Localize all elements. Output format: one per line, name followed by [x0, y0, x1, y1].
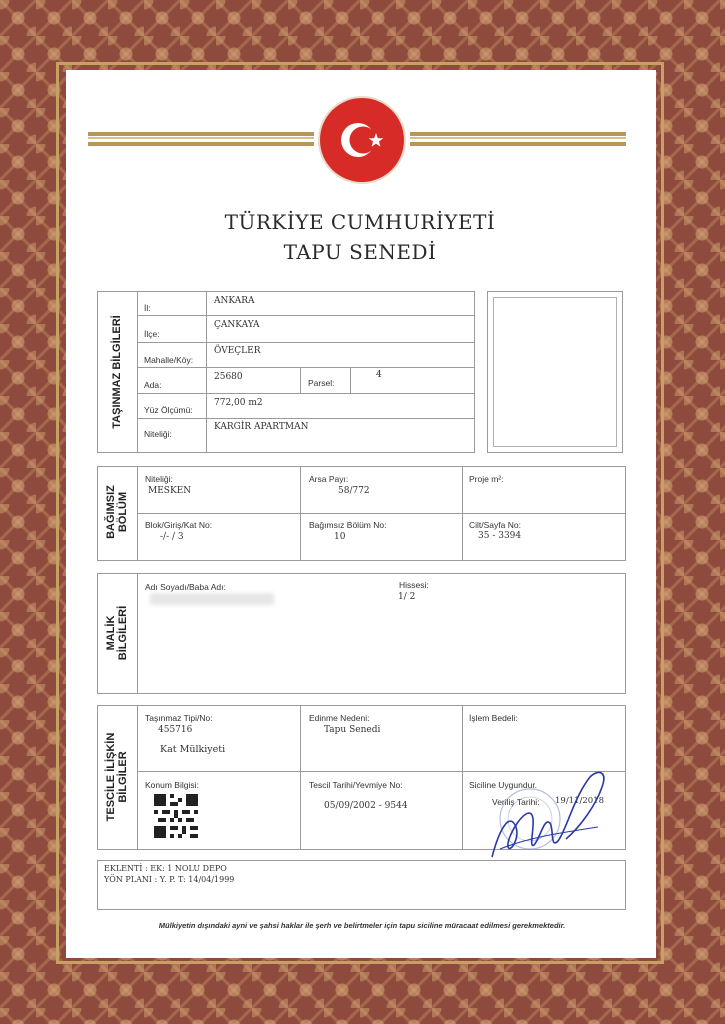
bagimsiz-section-label: BAĞIMSIZ BÖLÜM	[105, 485, 129, 539]
cilt-label: Cilt/Sayfa No:	[469, 520, 521, 530]
tasinmaz-section-label: TAŞINMAZ BİLGİLERİ	[111, 315, 123, 429]
document-title-line2: TAPU SENEDİ	[283, 240, 437, 264]
photo-placeholder	[493, 297, 617, 447]
il-label: İl:	[144, 303, 151, 313]
ada-label: Ada:	[144, 380, 162, 390]
gold-band-right	[410, 132, 626, 146]
tescil-section-label: TESCİLE İLİŞKİN BİLGİLER	[105, 732, 129, 822]
adsoyad-label: Adı Soyadı/Baba Adı:	[145, 582, 226, 592]
il-value: ANKARA	[214, 296, 255, 306]
arsa-payi-label: Arsa Payı:	[309, 474, 349, 484]
tip-label: Taşınmaz Tipi/No:	[145, 713, 213, 723]
bolum-no-value: 10	[334, 532, 346, 542]
tip-no-value: 455716	[158, 725, 193, 735]
edinme-value: Tapu Senedi	[324, 725, 381, 735]
crescent-star-icon	[320, 98, 404, 182]
ilce-value: ÇANKAYA	[214, 320, 260, 330]
niteligi-label: Niteliği:	[144, 429, 172, 439]
bb-niteligi-value: MESKEN	[148, 486, 192, 496]
hissesi-label: Hissesi:	[399, 580, 429, 590]
yuzolcum-value: 772,00 m2	[214, 398, 263, 408]
niteligi-value: KARGİR APARTMAN	[214, 422, 309, 432]
cilt-value: 35 - 3394	[478, 531, 522, 541]
edinme-label: Edinme Nedeni:	[309, 713, 370, 723]
tescil-tarih-value: 05/09/2002 - 9544	[324, 801, 408, 811]
yuzolcum-label: Yüz Ölçümü:	[144, 405, 193, 415]
tip-value: Kat Mülkiyeti	[160, 744, 226, 755]
malik-section-label: MALİK BİLGİLERİ	[105, 605, 129, 661]
sicil-label: Siciline Uygundur.	[469, 780, 538, 790]
ilce-label: İlçe:	[144, 329, 160, 339]
blok-value: -/- / 3	[160, 532, 184, 542]
islem-label: İşlem Bedeli:	[469, 713, 518, 723]
mahalle-value: ÖVEÇLER	[214, 346, 261, 356]
tescil-tarih-label: Tescil Tarihi/Yevmiye No:	[309, 780, 403, 790]
konum-label: Konum Bilgisi:	[145, 780, 199, 790]
ada-value: 25680	[214, 372, 243, 382]
eklenti-line1: EKLENTİ : EK: 1 NOLU DEPO	[104, 864, 227, 873]
eklenti-line2: YÖN PLANI : Y. P. T: 14/04/1999	[104, 875, 235, 884]
verilis-label: Veriliş Tarihi:	[492, 797, 540, 807]
qr-code-icon[interactable]	[154, 794, 198, 838]
bolum-no-label: Bağımsız Bölüm No:	[309, 520, 387, 530]
document-title-line1: TÜRKİYE CUMHURİYETİ	[224, 210, 496, 234]
hissesi-value: 1/ 2	[398, 592, 416, 602]
blok-label: Blok/Giriş/Kat No:	[145, 520, 213, 530]
footnote: Mülkiyetin dışındaki ayni ve şahsi haklar ile şerh ve belirtmeler için tapu siciline müracaat edilmesi gerekmektedir.	[158, 921, 566, 930]
arsa-payi-value: 58/772	[338, 486, 370, 496]
gold-band-left	[88, 132, 314, 146]
redacted-owner-name	[150, 593, 274, 605]
mahalle-label: Mahalle/Köy:	[144, 355, 194, 365]
turkish-flag-emblem	[320, 98, 404, 182]
parsel-value: 4	[376, 370, 382, 380]
parsel-label: Parsel:	[308, 378, 335, 388]
proje-label: Proje m²:	[469, 474, 504, 484]
verilis-value: 19/11/2018	[555, 796, 604, 806]
signature-stamp-icon	[470, 757, 620, 869]
bb-niteligi-label: Niteliği:	[145, 474, 173, 484]
